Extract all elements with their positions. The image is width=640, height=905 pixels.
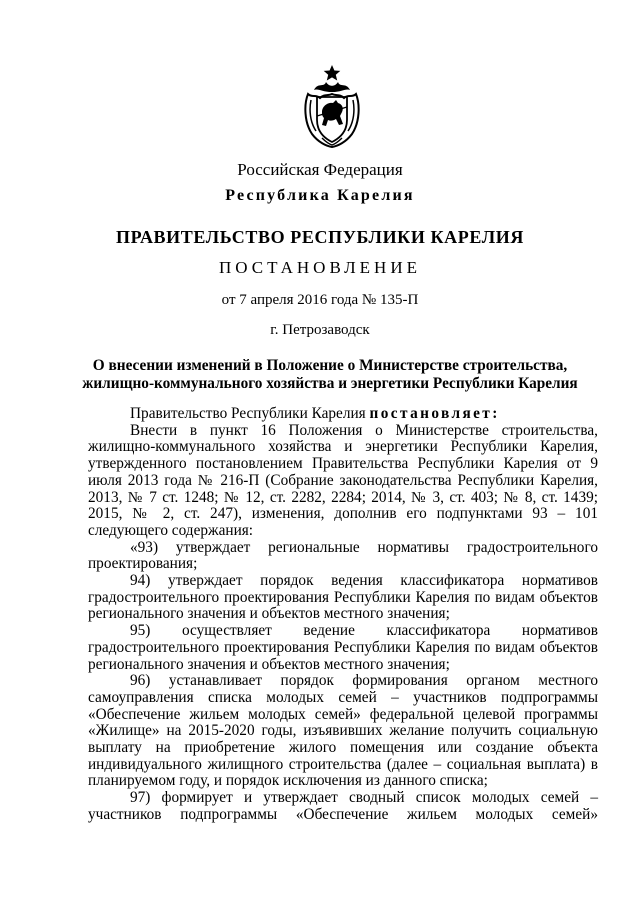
- government-name: ПРАВИТЕЛЬСТВО РЕСПУБЛИКИ КАРЕЛИЯ: [116, 227, 524, 247]
- intro-verb: постановляет:: [369, 405, 500, 422]
- intro-text: Правительство Республики Карелия: [130, 405, 370, 422]
- coat-of-arms-emblem: [302, 64, 362, 148]
- title-line-1: О внесении изменений в Положение о Министерстве строительства,: [92, 357, 568, 374]
- decree-place: г. Петрозаводск: [270, 322, 370, 338]
- subitem-96: 96) устанавливает порядок формирования органом местного самоуправления списка молодых семей – участников подпрограммы «Обеспечение жильем молодых семей» федеральной целевой программы «Жилище» на 2015-2020 годы, изъявивших желание получить социальную выплату на приобретение жилого помещения или создание объекта индивидуального жилищного строительства (далее – социальная выплата) в планируемом году, и порядок исключения из данного списка;: [88, 672, 598, 790]
- republic-name: Республика Карелия: [225, 187, 415, 204]
- document-title: [60, 357, 600, 393]
- title-line-2: жилищно-коммунального хозяйства и энергетики Республики Карелия: [82, 375, 578, 392]
- decree-date: от 7 апреля 2016 года № 135-П: [221, 292, 419, 308]
- subitem-95: 95) осуществляет ведение классификатора нормативов градостроительного проектирования Республики Карелия по видам объектов регионального значения и объектов местного значения;: [88, 622, 598, 673]
- subitem-94: 94) утверждает порядок ведения классификатора нормативов градостроительного проектирования Республики Карелия по видам объектов регионального значения и объектов местного значения;: [88, 572, 598, 623]
- paragraph-main: Внести в пункт 16 Положения о Министерстве строительства, жилищно-коммунального хозяйства и энергетики Республики Карелия, утвержденного постановлением Правительства Республики Карелия от 9 июля 2013 года № 216-П (Собрание законодательства Республики Карелия, 2013, № 7 ст. 1248; № 12, ст. 2282, 2284; 2014, № 3, ст. 403; № 8, ст. 1439; 2015, № 2, ст. 247), изменения, дополнив его подпунктами 93 – 101 следующего содержания:: [88, 421, 598, 539]
- subitem-97: 97) формирует и утверждает сводный список молодых семей – участников подпрограммы «Обеспечение жильем молодых семей»: [88, 789, 598, 823]
- intro-paragraph: [88, 406, 598, 423]
- document-body: [88, 406, 598, 824]
- country-name: Российская Федерация: [237, 160, 403, 179]
- subitem-93: «93) утверждает региональные нормативы градостроительного проектирования;: [88, 538, 598, 573]
- decree-type: ПОСТАНОВЛЕНИЕ: [218, 258, 421, 277]
